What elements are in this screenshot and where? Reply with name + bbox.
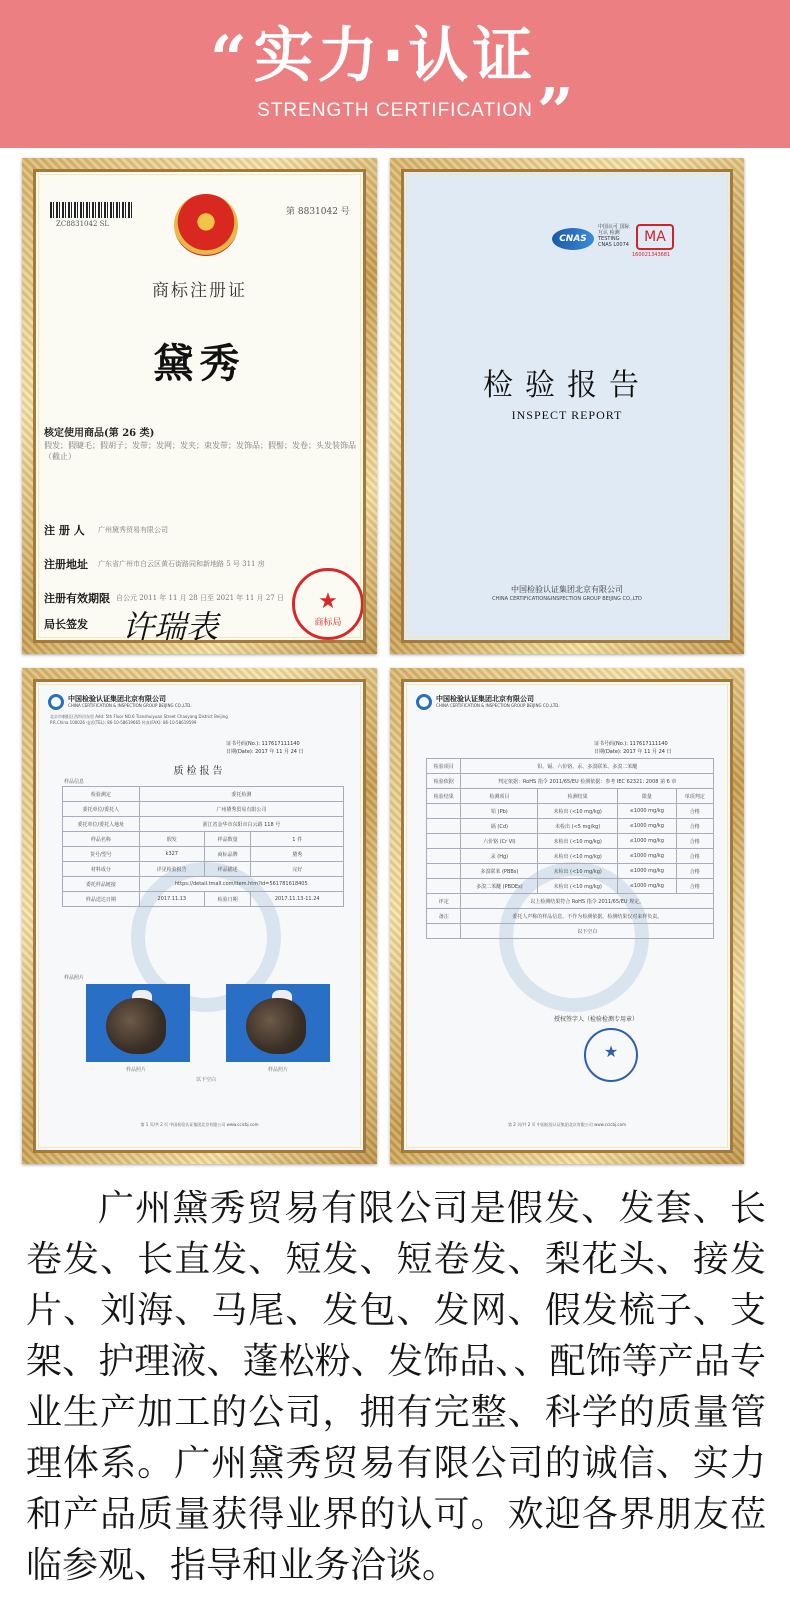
- table-cell: 限量: [618, 789, 677, 804]
- company-description: 广州黛秀贸易有限公司是假发、发套、长卷发、长直发、短发、短卷发、梨花头、接发片、刘海、马尾、发包、发网、假发梳子、支架、护理液、蓬松粉、发饰品、、配饰等产品专业生产加工的公司，拥有完整、科学的质量管理体系。广州黛秀贸易有限公司的诚信、实力和产品质量获得业界的认可。欢迎各界朋友莅临参观、指导和业务洽谈。: [26, 1188, 766, 1586]
- cma-logo-icon: MA: [636, 224, 674, 250]
- ccic-logo-icon: [48, 694, 64, 710]
- table-cell: 完好: [251, 862, 344, 877]
- table-cell: 委托检测: [139, 787, 343, 802]
- table-cell: 铅、镉、六价铬、汞、多溴联苯、多溴二苯醚: [461, 759, 714, 774]
- registrant-label: 注 册 人: [44, 524, 85, 537]
- table-row: [427, 789, 714, 804]
- table-cell: 样品描述: [204, 862, 251, 877]
- report-address: 北京市朝阳区西坝河东里 Add: 5th Floor NO.6 Tianshuiyuan Street Chaoyang District Beijing P.R.China 100026 电话(TEL): 86-10-58619665 传真(FAX): 86-10-58619599: [50, 714, 228, 725]
- issuing-organization: 中国检验认证集团北京有限公司: [511, 585, 623, 594]
- table-cell: ≤1000 mg/kg: [618, 804, 677, 819]
- report-footer: 第 2 页/共 2 页 中国检验认证集团北京有限公司 www.ccicbj.com: [508, 1122, 626, 1127]
- table-cell: 判定依据：RoHS 指令 2011/65/EU 检测依据：参考 IEC 62321: 2008 第 6 章: [461, 774, 714, 789]
- table-cell: 2017.11.13: [139, 892, 204, 907]
- table-cell: 镉 (Cd): [461, 819, 538, 834]
- table-cell: 未检出 (<5 mg/kg): [538, 819, 618, 834]
- report-footer: 第 1 页/共 2 页 中国检验认证集团北京有限公司 www.ccicbj.com: [140, 1122, 259, 1127]
- table-cell: 备注: [427, 909, 461, 924]
- table-row: [63, 787, 344, 802]
- report-company: 中国检验认证集团北京有限公司: [68, 695, 166, 703]
- trademark-name: 黛秀: [153, 340, 246, 387]
- goods-list: 假发；假睫毛；假胡子；发带；发网；发夹；束发带；发饰品；假髻；发卷；头发装饰品（截止）: [44, 441, 356, 461]
- table-cell: 未检出 (<10 mg/kg): [538, 864, 618, 879]
- table-cell: 商标品牌: [204, 847, 251, 862]
- table-row: [427, 909, 714, 924]
- validity-value: 自公元 2011 年 11 月 28 日至 2021 年 11 月 27 日: [116, 594, 284, 602]
- table-cell: 多溴二苯醚 (PBDEs): [461, 879, 538, 894]
- inspect-report-cover: [401, 169, 733, 643]
- address-label: 注册地址: [44, 558, 88, 571]
- table-row: [427, 894, 714, 909]
- report-heading: 质检报告: [173, 766, 226, 777]
- table-cell: 未检出 (<10 mg/kg): [538, 804, 618, 819]
- table-cell: https://detail.tmall.com/item.htm?id=561781618405: [139, 877, 343, 892]
- table-row: [63, 877, 344, 892]
- table-cell: k327: [139, 847, 204, 862]
- table-cell: 六价铬 (Cr VI): [461, 834, 538, 849]
- sample-info-label: 样品信息: [64, 779, 85, 785]
- table-cell: 2017.11.13-11.24: [251, 892, 344, 907]
- table-row: [63, 862, 344, 877]
- table-cell: 1 件: [251, 832, 344, 847]
- table-row: [427, 879, 714, 894]
- table-cell: 未检出 (<10 mg/kg): [538, 849, 618, 864]
- table-row: [427, 774, 714, 789]
- open-quote: “: [210, 22, 247, 97]
- table-row: [427, 804, 714, 819]
- banner-subtitle: STRENGTH CERTIFICATION: [257, 100, 533, 121]
- table-cell: 检验依据: [427, 774, 461, 789]
- report-number-text: 证书号码(No.): 117617111140: [594, 741, 668, 747]
- report-company-en: CHINA CERTIFICATION & INSPECTION GROUP BEIJING CO.,LTD.: [436, 703, 560, 708]
- table-cell: ≤1000 mg/kg: [618, 864, 677, 879]
- table-cell: 委托样品链接: [63, 877, 140, 892]
- table-row: [63, 847, 344, 862]
- table-row: [427, 924, 714, 939]
- national-emblem-icon: [174, 194, 238, 256]
- table-cell: 未检出 (<10 mg/kg): [538, 879, 618, 894]
- table-cell: 详见检验报告: [139, 862, 204, 877]
- table-cell: 假发: [139, 832, 204, 847]
- table-cell: 合格: [676, 879, 713, 894]
- banner-title: 实力·认证: [253, 21, 537, 91]
- table-cell: [427, 879, 461, 894]
- report-date: 日期(Date): 2017 年 11 月 24 日: [594, 749, 672, 755]
- report-company-en: CHINA CERTIFICATION & INSPECTION GROUP BEIJING CO.,LTD.: [68, 703, 192, 708]
- table-row: [427, 849, 714, 864]
- issuing-organization-en: CHINA CERTIFICATION&INSPECTION GROUP BEIJING CO.,LTD: [492, 596, 642, 602]
- table-cell: 铅 (Pb): [461, 804, 538, 819]
- sample-info-table: [62, 786, 344, 907]
- table-cell: 检验项目: [427, 759, 461, 774]
- photo-caption: 样品照片: [126, 1067, 147, 1073]
- table-cell: 合格: [676, 849, 713, 864]
- table-cell: 样品名称: [63, 832, 140, 847]
- signatory-label: 局长签发: [44, 618, 88, 631]
- table-cell: ≤1000 mg/kg: [618, 879, 677, 894]
- table-cell: 以下空白: [461, 924, 714, 939]
- table-cell: 合格: [676, 804, 713, 819]
- goods-class-label: 核定使用商品(第 26 类): [44, 428, 155, 439]
- test-results-table: [426, 758, 714, 939]
- table-cell: ≤1000 mg/kg: [618, 819, 677, 834]
- director-signature: 许瑞表: [122, 608, 219, 643]
- table-row: [427, 834, 714, 849]
- report-number: [594, 740, 672, 756]
- table-cell: 检验结果: [427, 789, 461, 804]
- table-cell: [427, 924, 461, 939]
- table-cell: 以上检测结果符合 RoHS 指令 2011/65/EU 规定。: [461, 894, 714, 909]
- trademark-office-seal: [292, 568, 364, 640]
- table-cell: 多溴联苯 (PBBs): [461, 864, 538, 879]
- star-icon: ★: [318, 589, 338, 614]
- table-row: [63, 892, 344, 907]
- certificate-title: 商标注册证: [152, 281, 247, 301]
- inspect-report-frame: [390, 158, 744, 654]
- table-cell: 单项判定: [676, 789, 713, 804]
- table-row: [427, 864, 714, 879]
- header-banner: [0, 0, 790, 148]
- table-row: [427, 759, 714, 774]
- table-cell: 未检出 (<10 mg/kg): [538, 834, 618, 849]
- table-cell: [427, 804, 461, 819]
- address-value: 广东省广州市白云区黄石街路同和新地路 5 号 311 房: [98, 560, 265, 568]
- barcode-icon: [50, 202, 132, 218]
- table-cell: 检验日期: [204, 892, 251, 907]
- table-cell: 检验测定: [63, 787, 140, 802]
- table-row: [63, 802, 344, 817]
- blank-below-label: 以下空白: [196, 1077, 217, 1083]
- table-cell: [427, 864, 461, 879]
- table-cell: [427, 849, 461, 864]
- table-cell: 合格: [676, 819, 713, 834]
- table-cell: 汞 (Hg): [461, 849, 538, 864]
- star-icon: ★: [603, 1042, 619, 1061]
- table-cell: [427, 834, 461, 849]
- inspection-seal: [584, 1028, 638, 1082]
- table-cell: 广州黛秀贸易有限公司: [139, 802, 343, 817]
- table-cell: 委托人声称的样品信息，不作为检测依据。检测结果仅对来样负责。: [461, 909, 714, 924]
- barcode-number: ZC8831042 SL: [56, 220, 110, 228]
- sample-photo-front: [86, 984, 190, 1062]
- quality-report-page1-frame: [22, 668, 377, 1164]
- table-row: [427, 819, 714, 834]
- photo-caption: 样品照片: [268, 1067, 289, 1073]
- ccic-logo-icon: [416, 694, 432, 710]
- table-cell: 样品数量: [204, 832, 251, 847]
- table-cell: 货号/型号: [63, 847, 140, 862]
- close-quote: „: [538, 38, 575, 113]
- table-cell: 检测结果: [538, 789, 618, 804]
- quality-report-page1: [33, 679, 366, 1153]
- table-row: [63, 832, 344, 847]
- table-cell: 检测项目: [461, 789, 538, 804]
- table-cell: 委托单位/委托人: [63, 802, 140, 817]
- authorized-signer: 授权签字人（检验检测专用章）: [554, 1016, 639, 1023]
- registrant-value: 广州黛秀贸易有限公司: [98, 526, 168, 534]
- table-cell: 委托单位/委托人地址: [63, 817, 140, 832]
- cnas-text: 中国认可 国际互认 检测 TESTING CNAS L0074: [598, 224, 630, 248]
- report-subtitle: INSPECT REPORT: [511, 408, 623, 422]
- table-cell: 材料成分: [63, 862, 140, 877]
- quality-report-page2-frame: [390, 668, 744, 1164]
- sample-photo-back: [226, 984, 330, 1062]
- report-date: 日期(Date): 2017 年 11 月 24 日: [226, 749, 304, 755]
- table-cell: ≤1000 mg/kg: [618, 834, 677, 849]
- table-cell: 黛秀: [251, 847, 344, 862]
- table-cell: 评定: [427, 894, 461, 909]
- seal-text: 商标局: [314, 618, 342, 628]
- report-company: 中国检验认证集团北京有限公司: [436, 695, 534, 703]
- cma-number: 160021343681: [632, 252, 671, 258]
- table-cell: 合格: [676, 834, 713, 849]
- trademark-certificate-frame: [22, 158, 377, 654]
- trademark-certificate: [33, 169, 366, 643]
- table-cell: ≤1000 mg/kg: [618, 849, 677, 864]
- sample-photos-label: 样品照片: [64, 975, 85, 981]
- registration-number: 第 8831042 号: [286, 207, 350, 217]
- report-title: 检验报告: [483, 368, 651, 403]
- cnas-logo-icon: CNAS: [552, 228, 594, 250]
- report-number-text: 证书号码(No.): 117617111140: [226, 741, 300, 747]
- table-row: [63, 817, 344, 832]
- table-cell: 浙江省金华市东阳市白云路 118 号: [139, 817, 343, 832]
- validity-label: 注册有效期限: [44, 592, 110, 605]
- report-number: [226, 740, 304, 756]
- table-cell: 合格: [676, 864, 713, 879]
- table-cell: [427, 819, 461, 834]
- table-cell: 样品送达日期: [63, 892, 140, 907]
- quality-report-page2: [401, 679, 733, 1153]
